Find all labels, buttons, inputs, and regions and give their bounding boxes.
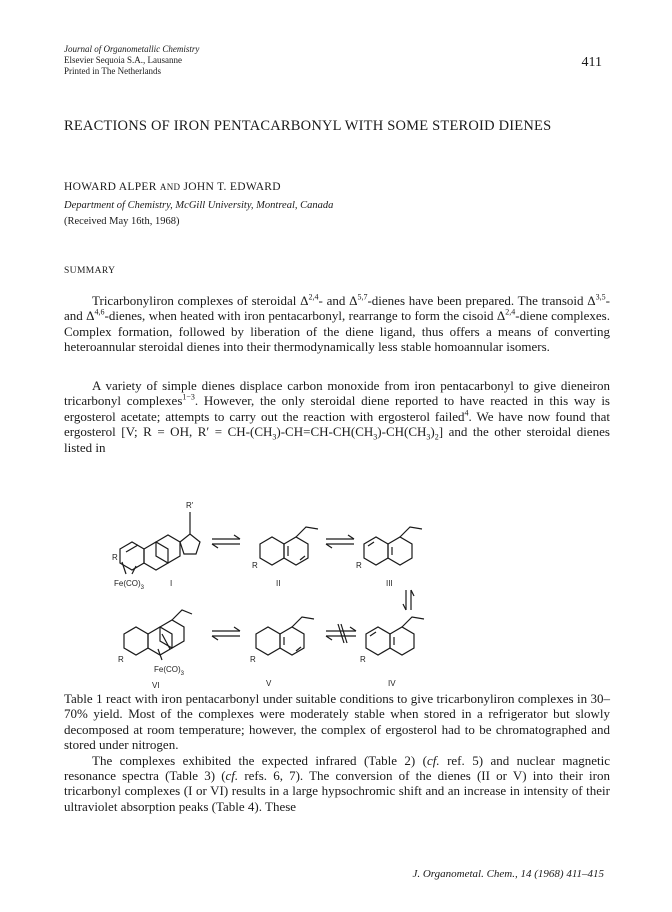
page-number: 411 — [581, 55, 602, 70]
label-r-I: R — [112, 553, 118, 562]
article-title: REACTIONS OF IRON PENTACARBONYL WITH SOME STEROID DIENES — [64, 118, 552, 134]
authors — [64, 181, 281, 193]
journal-header — [64, 44, 199, 77]
label-num-V: V — [266, 679, 272, 688]
label-r-V: R — [250, 655, 256, 664]
author-edward: JOHN T. EDWARD — [183, 181, 281, 193]
body-paragraph-1: A variety of simple dienes displace carbon monoxide from iron pentacarbonyl to give dieneiron tricarbonyl complexes$^{1-3}$. However, the only steroidal diene reported to have reacted in this way is ergosterol acetate; attempts to carry out the reaction with ergosterol failed$^4$. We have now found that ergosterol [V; R = OH, $R' = CH-(CH_3)-CH=CH-CH(CH_3)-CH(CH_3)_2$] and the other steroidal dienes listed in — [64, 378, 610, 455]
structure-III — [364, 527, 422, 565]
label-num-VI: VI — [152, 681, 160, 689]
author-alper: HOWARD ALPER — [64, 181, 157, 193]
label-fe-VI: $Fe(CO)_3$ — [154, 665, 185, 677]
received-date: (Received May 16th, 1968) — [64, 216, 180, 227]
structure-I — [120, 512, 200, 574]
printed-note: Printed in The Netherlands — [64, 66, 162, 76]
journal-name: Journal of Organometallic Chemistry — [64, 44, 200, 54]
label-num-I: I — [170, 579, 173, 588]
label-fe-I: $Fe(CO)_3$ — [114, 579, 145, 591]
summary-paragraph: Tricarbonyliron complexes of steroidal Δ$^{2,4}$- and Δ$^{5,7}$-dienes have been prepared. The transoid Δ$^{3,5}$- and Δ$^{4,6}$-dienes, when heated with iron pentacarbonyl, rearrange to form the cisoid Δ$^{2,4}$-diene complexes. Complex formation, followed by liberation of the diene ligand, thus offers a means of converting heteroannular steroidal dienes into their thermodynamically less stable homoannular isomers. — [64, 292, 610, 355]
label-r-VI: R — [118, 655, 124, 664]
label-r-IV: R — [360, 655, 366, 664]
label-r-III: R — [356, 561, 362, 570]
structure-V — [256, 617, 314, 655]
summary-heading: SUMMARY — [64, 266, 116, 276]
publisher: Elsevier Sequoia S.A., Lausanne — [64, 55, 182, 65]
author-conjunction: AND — [159, 182, 181, 192]
structure-VI — [124, 610, 192, 660]
label-num-IV: IV — [388, 679, 396, 688]
structure-IV — [366, 617, 424, 655]
label-r-II: R — [252, 561, 258, 570]
label-num-III: III — [386, 579, 393, 588]
label-num-II: II — [276, 579, 281, 588]
footer-citation: J. Organometal. Chem., 14 (1968) 411–415 — [412, 868, 604, 880]
structure-II — [260, 527, 318, 565]
label-r-prime: R' — [186, 501, 194, 510]
reaction-scheme — [100, 494, 540, 689]
body-paragraph-2: Table 1 react with iron pentacarbonyl under suitable conditions to give tricarbonyliron complexes in 30–70% yield. Most of the complexes were moderately stable when stored in a refrigerator but slowly decomposed at room temperature; however, the complex of ergosterol had to be chromatographed and stored under nitrogen. The complexes exhibited the expected infrared (Table 2) (cf. ref. 5) and nuclear magnetic resonance spectra (Table 3) (cf. refs. 6, 7). The conversion of the dienes (II or V) into their iron tricarbonyl complexes (I or VI) results in a large hypsochromic shift and an increase in intensity of their ultraviolet absorption peaks (Table 4). These — [64, 691, 610, 814]
affiliation: Department of Chemistry, McGill University, Montreal, Canada — [64, 200, 334, 211]
